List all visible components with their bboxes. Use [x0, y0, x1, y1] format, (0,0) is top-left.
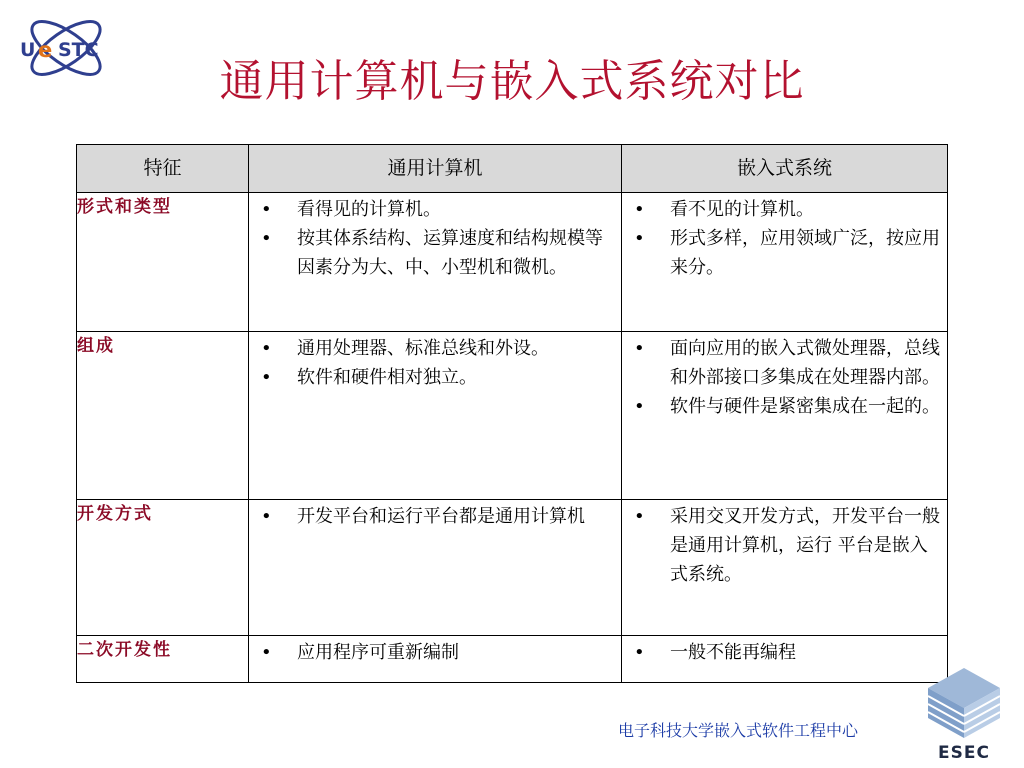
list-item: • 应用程序可重新编制: [259, 638, 615, 667]
table-header-row: [77, 145, 948, 193]
list-item: • 软件与硬件是紧密集成在一起的。: [632, 392, 941, 421]
list-item: • 看不见的计算机。: [632, 195, 941, 224]
table-row: [77, 636, 948, 683]
row-feature-label: 形式和类型: [77, 193, 249, 332]
slide-title: 通用计算机与嵌入式系统对比: [219, 56, 805, 107]
esec-logo: [922, 660, 1006, 764]
embedded-cell: [622, 636, 948, 683]
list-item: • 一般不能再编程: [632, 638, 941, 667]
comparison-table: [76, 144, 948, 683]
list-item: • 看得见的计算机。: [259, 195, 615, 224]
row-feature-label: 二次开发性: [77, 636, 249, 683]
comparison-table-wrapper: [76, 144, 948, 683]
svg-text:STC: STC: [58, 39, 99, 61]
embedded-cell: [622, 500, 948, 636]
svg-text:U: U: [20, 39, 36, 61]
list-item: • 通用处理器、标准总线和外设。: [259, 334, 615, 363]
header-embedded-system: 嵌入式系统: [622, 145, 948, 193]
list-item: • 开发平台和运行平台都是通用计算机: [259, 502, 615, 531]
header-feature: 特征: [77, 145, 249, 193]
svg-text:ESEC: ESEC: [938, 743, 990, 763]
general-cell: [249, 193, 622, 332]
footer-institution-text: 电子科技大学嵌入式软件工程中心: [618, 721, 859, 740]
list-item: • 按其体系结构、运算速度和结构规模等因素分为大、中、小型机和微机。: [259, 224, 615, 282]
row-feature-label: 开发方式: [77, 500, 249, 636]
row-feature-label: 组成: [77, 332, 249, 500]
list-item: • 软件和硬件相对独立。: [259, 363, 615, 392]
general-cell: [249, 500, 622, 636]
table-row: [77, 500, 948, 636]
embedded-cell: [622, 193, 948, 332]
svg-text:e: e: [38, 38, 53, 62]
embedded-cell: [622, 332, 948, 500]
list-item: • 采用交叉开发方式，开发平台一般是通用计算机，运行 平台是嵌入式系统。: [632, 502, 941, 589]
table-row: [77, 332, 948, 500]
general-cell: [249, 332, 622, 500]
list-item: • 形式多样，应用领域广泛，按应用来分。: [632, 224, 941, 282]
list-item: • 面向应用的嵌入式微处理器，总线和外部接口多集成在处理器内部。: [632, 334, 941, 392]
header-general-computer: 通用计算机: [249, 145, 622, 193]
table-row: [77, 193, 948, 332]
general-cell: [249, 636, 622, 683]
